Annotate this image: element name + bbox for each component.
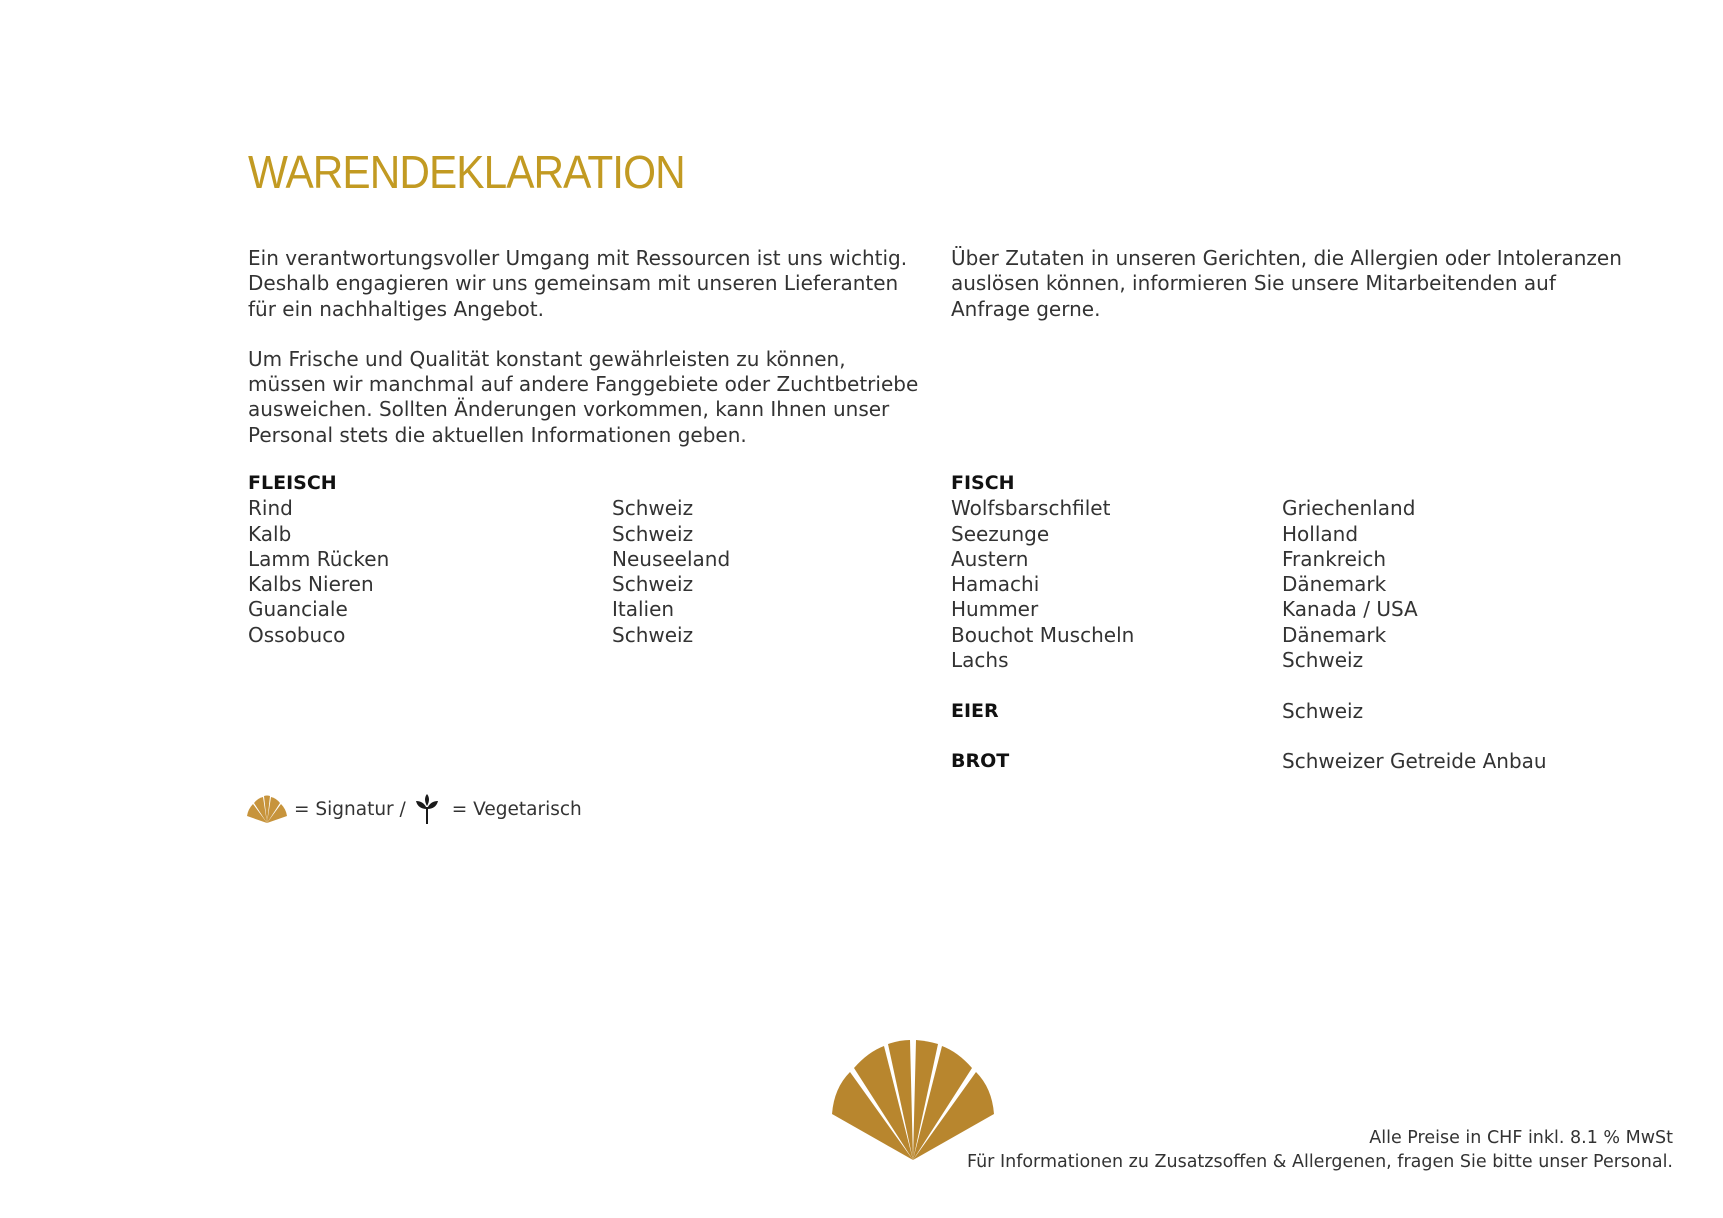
fleisch-section <box>248 471 730 648</box>
item-origin: Kanada / USA <box>1282 597 1418 622</box>
list-item <box>248 522 730 547</box>
list-item <box>951 547 1418 572</box>
footer <box>967 1126 1673 1174</box>
list-item <box>951 623 1418 648</box>
vegetarisch-label: = Vegetarisch <box>451 798 582 820</box>
legend <box>245 793 582 825</box>
item-name: Guanciale <box>248 597 348 622</box>
intro-paragraph: Ein verantwortungsvoller Umgang mit Ressourcen ist uns wichtig. Deshalb engagieren wir uns gemeinsam mit unseren Lieferanten für ein nachhaltiges Angebot. <box>248 246 908 321</box>
section-heading: FLEISCH <box>248 472 337 494</box>
list-item <box>248 496 730 521</box>
item-name: Kalbs Nieren <box>248 572 374 597</box>
item-origin: Schweizer Getreide Anbau <box>1282 749 1547 773</box>
price-note: Alle Preise in CHF inkl. 8.1 % MwSt <box>1369 1128 1673 1148</box>
item-name: Rind <box>248 496 293 521</box>
item-origin: Schweiz <box>1282 699 1364 723</box>
item-name: Lamm Rücken <box>248 546 390 571</box>
item-origin: Schweiz <box>612 496 694 521</box>
list-item <box>951 648 1418 673</box>
item-name: Austern <box>951 546 1029 571</box>
item-name: Wolfsbarschfilet <box>951 496 1111 521</box>
shell-fan-icon <box>245 794 289 824</box>
item-name: Lachs <box>951 648 1009 673</box>
item-origin: Schweiz <box>612 521 694 546</box>
section-heading: BROT <box>951 750 1010 772</box>
list-item <box>248 623 730 648</box>
item-origin: Italien <box>612 597 675 622</box>
item-name: Kalb <box>248 521 292 546</box>
item-origin: Neuseeland <box>612 546 731 571</box>
item-origin: Holland <box>1282 521 1359 546</box>
item-name: Ossobuco <box>248 622 346 647</box>
list-item <box>248 597 730 622</box>
item-origin: Frankreich <box>1282 546 1387 571</box>
item-origin: Schweiz <box>612 622 694 647</box>
signatur-label: = Signatur / <box>294 798 406 820</box>
section-heading: FISCH <box>951 472 1015 494</box>
item-origin: Griechenland <box>1282 496 1416 521</box>
fisch-section <box>951 471 1418 673</box>
item-origin: Schweiz <box>612 572 694 597</box>
list-item <box>951 572 1418 597</box>
item-origin: Schweiz <box>1282 648 1364 673</box>
item-origin: Dänemark <box>1282 622 1387 647</box>
item-origin: Dänemark <box>1282 572 1387 597</box>
list-item <box>248 547 730 572</box>
brot-section <box>951 749 1547 774</box>
leaf-sprout-icon <box>414 793 440 825</box>
intro-paragraph: Um Frische und Qualität konstant gewährleisten zu können, müssen wir manchmal auf andere Fanggebiete oder Zuchtbetriebe ausweichen. Sollten Änderungen vorkommen, kann Ihnen unser Personal stets die aktuellen Informationen geben. <box>248 346 919 447</box>
page-title: WARENDEKLARATION <box>248 146 685 198</box>
list-item <box>951 597 1418 622</box>
allergen-note: Für Informationen zu Zusatzsoffen & Allergenen, fragen Sie bitte unser Personal. <box>966 1152 1673 1172</box>
item-name: Bouchot Muscheln <box>951 622 1135 647</box>
eier-section <box>951 699 1363 724</box>
list-item <box>951 496 1418 521</box>
allergy-note: Über Zutaten in unseren Gerichten, die Allergien oder Intoleranzen auslösen können, informieren Sie unsere Mitarbeitenden auf Anfrage gerne. <box>951 246 1622 321</box>
item-name: Hamachi <box>951 572 1040 597</box>
intro-right <box>951 246 1641 347</box>
item-name: Hummer <box>951 597 1039 622</box>
section-heading: EIER <box>951 700 999 722</box>
item-name: Seezunge <box>951 521 1050 546</box>
list-item <box>951 522 1418 547</box>
intro-left <box>248 246 928 473</box>
list-item <box>248 572 730 597</box>
